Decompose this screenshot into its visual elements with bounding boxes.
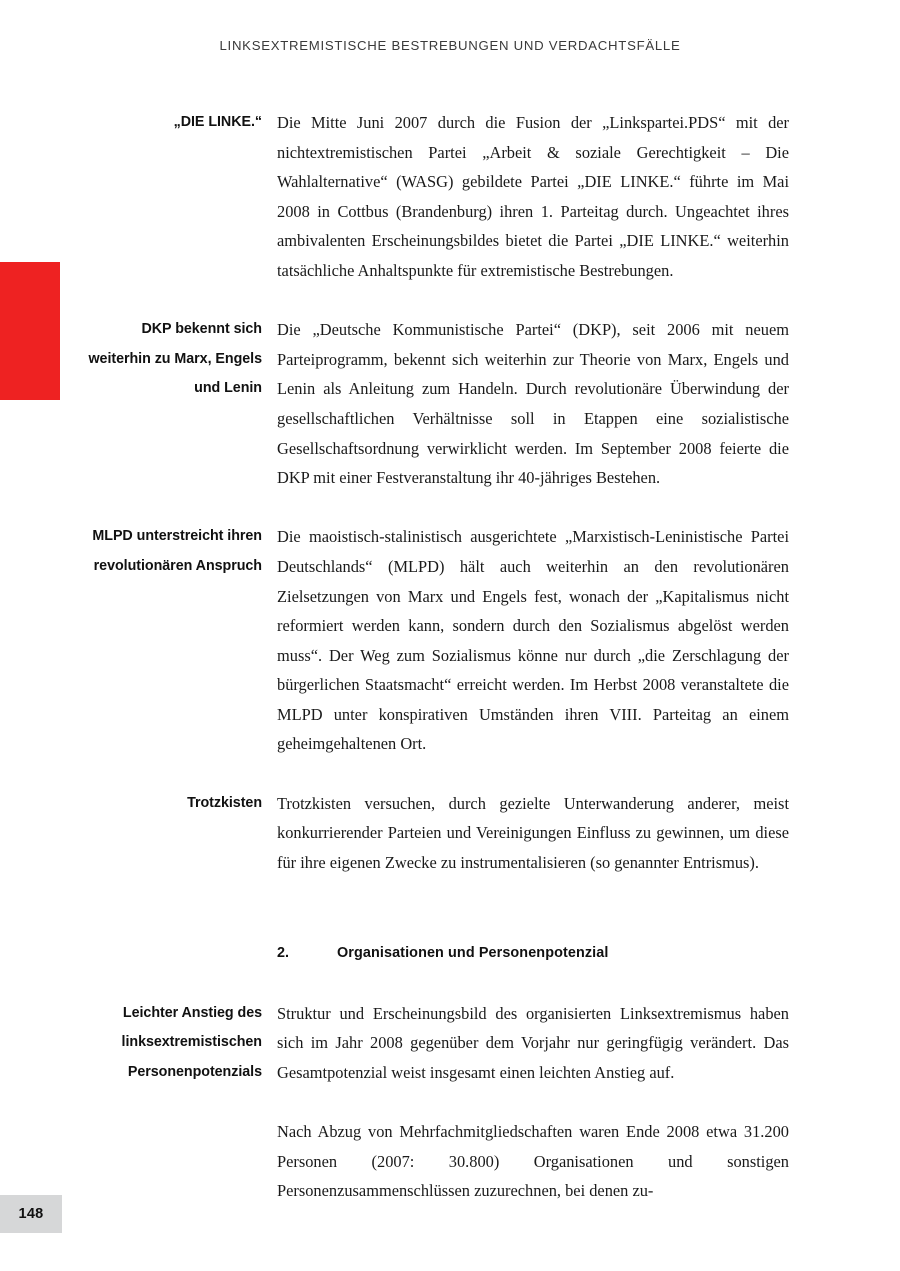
- block-gap: [0, 286, 900, 316]
- margin-label-die-linke: „DIE LINKE.“: [173, 114, 262, 130]
- margin-label-mlpd: MLPD unterstreicht ihren revolutionären Anspruch: [92, 528, 262, 574]
- text-block-mlpd: [0, 522, 900, 759]
- block-gap: [0, 759, 900, 789]
- body-column-trotzkisten: [262, 789, 789, 878]
- text-block-die-linke: [0, 108, 900, 286]
- running-head: LINKSEXTREMISTISCHE BESTREBUNGEN UND VERDACHTSFÄLLE: [219, 38, 681, 53]
- paragraph: Struktur und Erscheinungsbild des organisierten Linksextremismus haben sich im Jahr 2008 gegenüber dem Vorjahr nur geringfügig verändert. Das Gesamtpotenzial weist insgesamt einen leichten Anstieg auf.: [277, 1003, 789, 1082]
- section-heading-block: [0, 939, 900, 969]
- body-column-personenpotenzial: [262, 999, 789, 1206]
- text-block-trotzkisten: [0, 789, 900, 878]
- body-column-mlpd: [262, 522, 789, 759]
- body-column-section-heading: [262, 939, 789, 969]
- margin-label-personenpotenzial: Leichter Anstieg des linksextremistischen Personenpotenzials: [121, 1004, 262, 1080]
- block-gap: [0, 493, 900, 523]
- section-title: Organisationen und Personenpotenzial: [337, 945, 609, 962]
- paragraph: Die Mitte Juni 2007 durch die Fusion der „Linkspartei.PDS“ mit der nichtextremistischen Partei „Arbeit & soziale Gerechtigkeit – Die Wahlalternative“ (WASG) gebildete Partei „DIE LINKE.“ führte im Mai 2008 in Cottbus (Brandenburg) ihren 1. Parteitag durch. Ungeachtet ihres ambivalenten Erscheinungsbildes bietet die Partei „DIE LINKE.“ weiterhin tatsächliche Anhaltspunkte für extremistische Bestrebungen.: [277, 113, 789, 280]
- section-heading: [277, 939, 789, 969]
- paragraph: Die maoistisch-stalinistisch ausgerichtete „Marxistisch-Leninistische Partei Deutschlands“ (MLPD) hält auch weiterhin an den revolutionären Zielsetzungen von Marx und Engels fest, wonach der „Kapitalismus nicht reformiert werden kann, sondern durch den Sozialismus abgelöst werden muss“. Der Weg zum Sozialismus könne nur durch „die Zerschlagung der bürgerlichen Staatsmacht“ erreicht werden. Im Herbst 2008 veranstaltete die MLPD unter konspirativen Umständen ihren VIII. Parteitag an einem geheimgehaltenen Ort.: [277, 527, 789, 754]
- page-number: 148: [18, 1206, 44, 1222]
- body-column-die-linke: [262, 108, 789, 286]
- paragraph: Die „Deutsche Kommunistische Partei“ (DKP), seit 2006 mit neuem Parteiprogramm, bekennt sich weiterhin zur Theorie von Marx, Engels und Lenin als Anleitung zum Handeln. Durch revolutionäre Überwindung der gesellschaftlichen Verhältnisse soll in Etappen eine sozialistische Gesellschaftsordnung verwirklicht werden. Im September 2008 feierte die DKP mit einer Festveranstaltung ihr 40-jähriges Bestehen.: [277, 320, 789, 488]
- margin-label-trotzkisten: Trotzkisten: [187, 794, 262, 811]
- text-block-personenpotenzial: [0, 999, 900, 1206]
- paragraph: Nach Abzug von Mehrfachmitgliedschaften waren Ende 2008 etwa 31.200 Personen (2007: 30.800) Organisationen und sonstigen Personenzusammenschlüssen zuzurechnen, bei denen zu-: [277, 1122, 789, 1201]
- content-top-spacer: [0, 0, 900, 108]
- body-column-dkp: [262, 315, 789, 493]
- section-gap: [0, 877, 900, 939]
- block-gap: [0, 969, 900, 999]
- section-number: 2.: [277, 945, 290, 962]
- paragraph: Trotzkisten versuchen, durch gezielte Unterwanderung anderer, meist konkurrierender Parteien und Vereinigungen Einfluss zu gewinnen, um diese für ihre eigenen Zwecke zu instrumentalisieren (so genannter Entrismus).: [277, 793, 789, 872]
- text-block-dkp: [0, 315, 900, 493]
- margin-label-dkp: DKP bekennt sich weiterhin zu Marx, Engels und Lenin: [88, 321, 262, 397]
